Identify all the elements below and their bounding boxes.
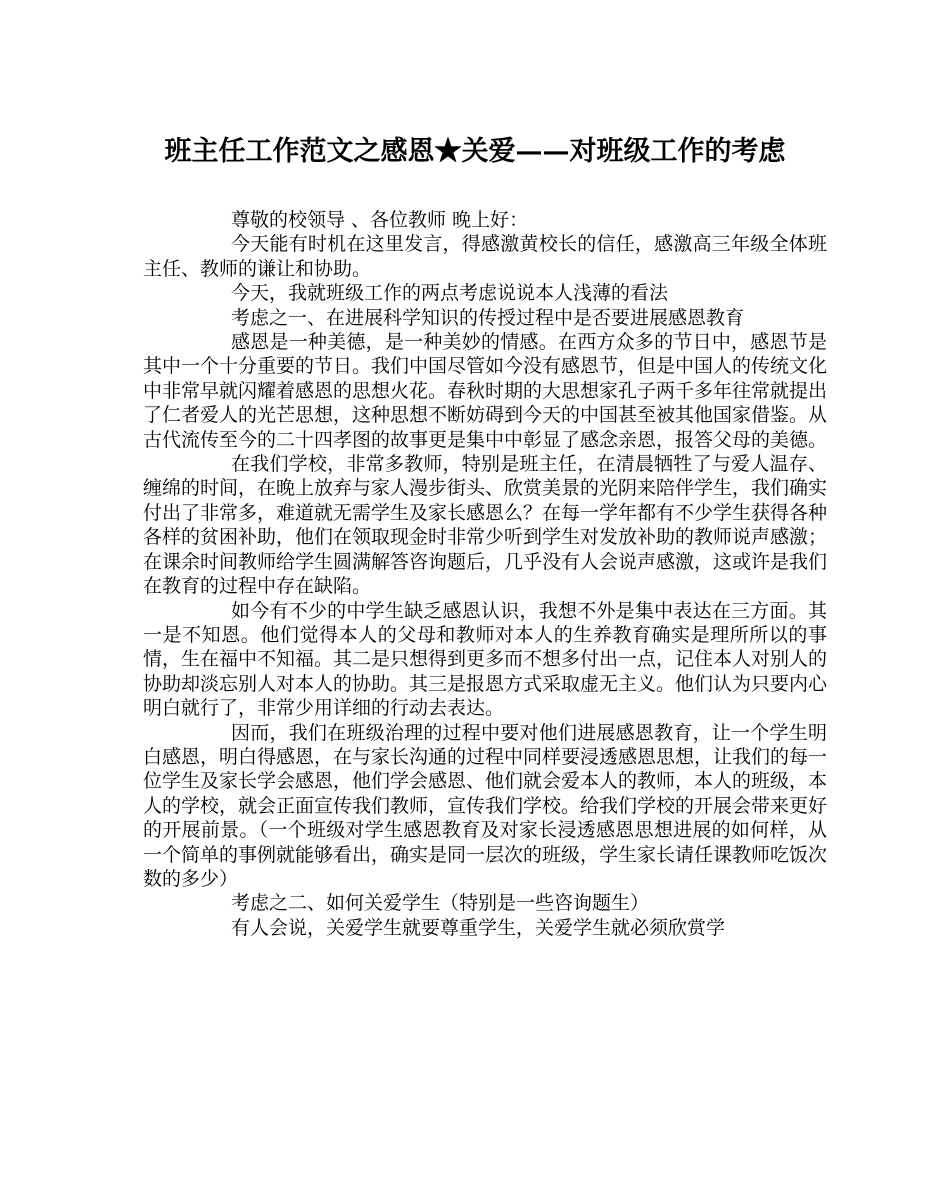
section-heading-one: 考虑之一、在进展科学知识的传授过程中是否要进展感恩教育 [231,306,745,329]
paragraph-greeting: 尊敬的校领导 、各位教师 晚上好： [231,209,529,231]
document-body [143,208,827,940]
paragraph-caring-students: 有人会说，关爱学生就要尊重学生，关爱学生就必须欣赏学 [231,916,726,939]
paragraph-three-aspects: 如今有不少的中学生缺乏感恩认识，我想不外是集中表达在三方面。其一是不知恩。他们觉得本人的父母和教师对本人的生养教育确实是理所所以的事情，生在福中不知福。其二是只想得到更多而不想多付出一点，记住本人对别人的协助却淡忘别人对本人的协助。其三是报恩方式采取虚无主义。他们认为只要内心明白就行了，非常少用详细的行动去表达。 [143,599,828,720]
paragraph-gratitude-education: 因而，我们在班级治理的过程中要对他们进展感恩教育，让一个学生明白感恩，明白得感恩，在与家长沟通的过程中同样要浸透感恩思想，让我们的每一位学生及家长学会感恩，他们学会感恩、他们就会爱本人的教师，本人的班级，本人的学校，就会正面宣传我们教师，宣传我们学校。给我们学校的开展会带来更好的开展前景。（一个班级对学生感恩教育及对家长浸透感恩思想进展的如何样，从一个简单的事例就能够看出，确实是同一层次的班级，学生家长请任课教师吃饭次数的多少） [143,721,828,890]
paragraph-teachers-sacrifice: 在我们学校，非常多教师，特别是班主任，在清晨牺牲了与爱人温存、缠绵的时间，在晚上放弃与家人漫步街头、欣赏美景的光阴来陪伴学生，我们确实付出了非常多，难道就无需学生及家长感恩么？在每一学年都有不少学生获得各种各样的贫困补助，他们在领取现金时非常少听到学生对发放补助的教师说声感激；在课余时间教师给学生圆满解答咨询题后，几乎没有人会说声感激，这或许是我们在教育的过程中存在缺陷。 [143,453,828,598]
paragraph-intro: 今天，我就班级工作的两点考虑说说本人浅薄的看法 [231,282,669,305]
paragraph-gratitude-virtue: 感恩是一种美德，是一种美妙的情感。在西方众多的节日中，感恩节是其中一个十分重要的节日。我们中国尽管如今没有感恩节，但是中国人的传统文化中非常早就闪耀着感恩的思想火花。春秋时期的大思想家孔子两千多年往常就提出了仁者爱人的光芒思想，这种思想不断妨碍到今天的中国甚至被其他国家借鉴。从古代流传至今的二十四孝图的故事更是集中中彰显了感念亲恩，报答父母的美德。 [143,331,828,451]
section-heading-two: 考虑之二、如何关爱学生（特别是一些咨询题生） [231,892,650,915]
paragraph-thanks: 今天能有时机在这里发言，得感激黄校长的信任，感激高三年级全体班主任、教师的谦让和协助。 [143,233,827,280]
document-title: 班主任工作范文之感恩★关爱——对班级工作的考虑 [164,136,786,167]
